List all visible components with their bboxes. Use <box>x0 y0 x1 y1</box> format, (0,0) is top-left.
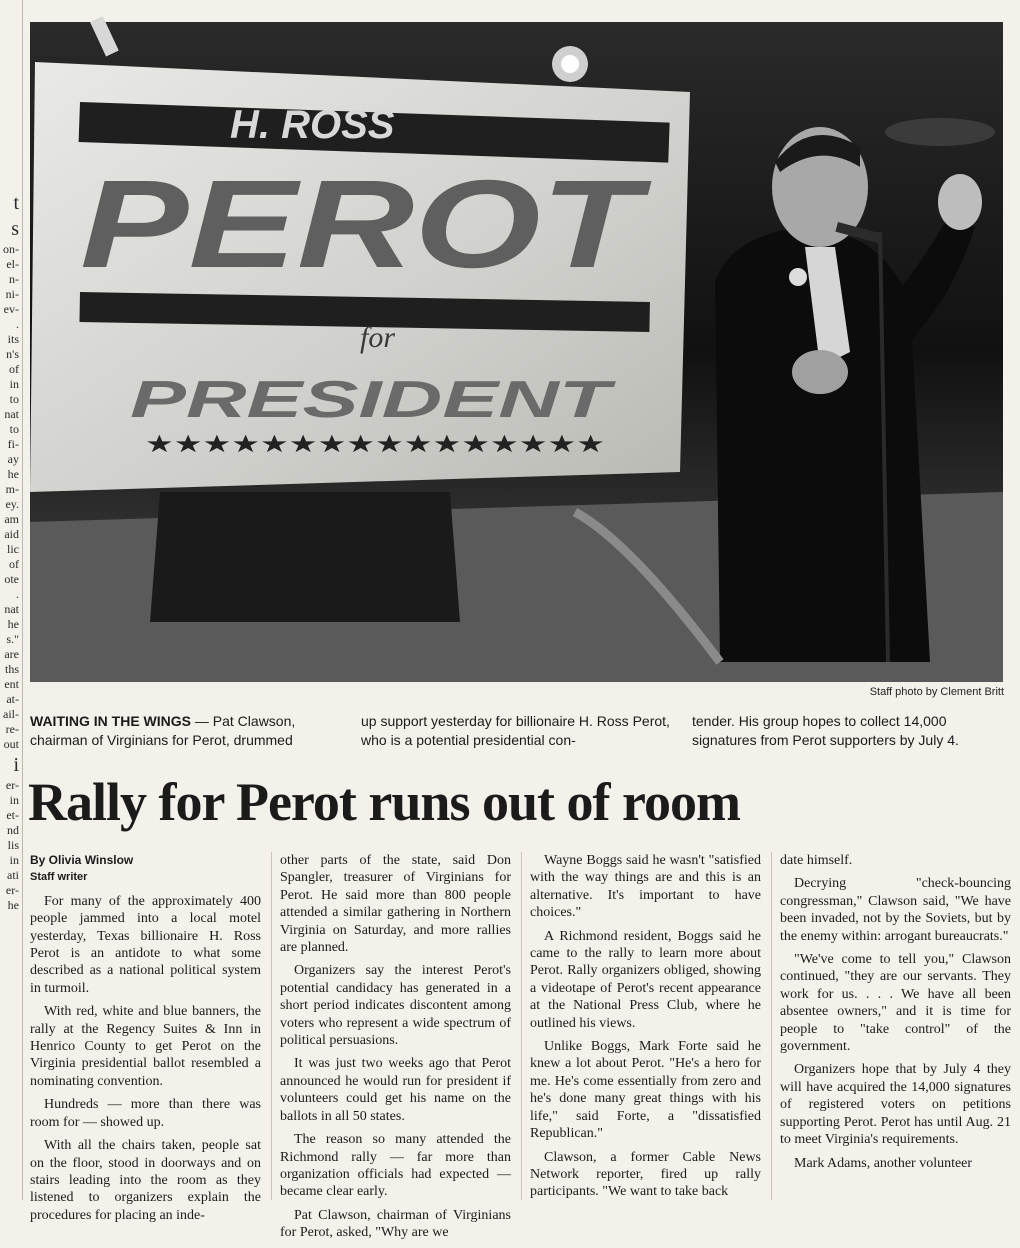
headline: Rally for Perot runs out of room <box>28 772 740 832</box>
sliver-line: aid <box>4 527 19 541</box>
sliver-line: to <box>9 422 19 436</box>
sliver-line: are <box>4 647 19 661</box>
sliver-line: out <box>3 737 19 751</box>
article-column-3 <box>530 852 761 1248</box>
caption-text-1: — Pat Clawson, chairman of Virginians for Perot, drummed <box>30 713 296 748</box>
sliver-line: m- <box>5 482 19 496</box>
photo-caption <box>30 712 1010 750</box>
sliver-line: at- <box>6 692 19 706</box>
paragraph: Mark Adams, another volunteer <box>794 1155 973 1171</box>
paragraph: Pat Clawson, chairman of Virginians for Perot, asked, "Why are we <box>280 1207 511 1241</box>
paragraph: A Richmond resident, Boggs said he came to the rally to learn more about Perot. Rally organizers obliged, showing a videotape of Perot's recent appearance at the National Press Club, where he outlined his views. <box>530 928 761 1031</box>
sliver-line: to <box>9 392 19 406</box>
sliver-line: in <box>9 793 19 807</box>
sliver-line: ati <box>7 868 19 882</box>
sliver-line: et- <box>6 808 19 822</box>
banner-text-name: H. ROSS <box>230 103 395 147</box>
sliver-line: ent <box>4 677 19 691</box>
sliver-line: he <box>7 467 19 481</box>
sliver-line: lis <box>7 838 19 852</box>
news-photo <box>30 22 1003 682</box>
paragraph: With all the chairs taken, people sat on the floor, stood in doorways and on stairs leading into the room as they listened to organizers explain the procedures for placing an inde- <box>30 1138 261 1223</box>
banner-text-for: for <box>360 321 396 354</box>
sliver-line: er- <box>5 778 19 792</box>
article-column-4 <box>780 852 1011 1248</box>
caption-col-3: tender. His group hopes to collect 14,000 signatures from Perot supporters by July 4. <box>692 713 959 748</box>
sliver-line: ni- <box>5 287 19 301</box>
sliver-line: s." <box>6 632 19 646</box>
paragraph: Wayne Boggs said he wasn't "satisfied with the way things are and this is an alternative. It's important to have choices." <box>530 853 761 921</box>
sliver-line: its <box>7 332 19 346</box>
byline-role: Staff writer <box>30 871 88 884</box>
sliver-line: nd <box>7 823 19 837</box>
sliver-line: he <box>7 898 19 912</box>
sliver-line: lic <box>7 542 19 556</box>
banner-stars: ★★★★★★★★★★★★★★★★ <box>145 430 605 458</box>
sliver-line: n's <box>6 347 19 361</box>
sliver-line: he <box>7 617 19 631</box>
sliver-line: nat <box>4 407 19 421</box>
article-column-1 <box>30 852 261 1248</box>
byline: By Olivia Winslow <box>30 853 134 867</box>
paragraph: With red, white and blue banners, the rally at the Regency Suites & Inn in Henrico County to get Perot on the Virginia presidential ballot resembled a nominating convention. <box>30 1004 261 1089</box>
article-column-2 <box>280 852 511 1248</box>
sliver-line: n- <box>9 272 19 286</box>
column-divider <box>22 0 23 1200</box>
sliver-line: s <box>11 218 19 240</box>
article-body <box>30 852 1015 1241</box>
sliver-line: i <box>13 754 19 776</box>
sliver-line: of <box>9 362 19 376</box>
paragraph: Clawson, a former Cable News Network reporter, fired up rally participants. "We want to take back <box>530 1149 761 1200</box>
adjacent-column-sliver <box>0 0 22 1200</box>
sliver-line: ay <box>7 452 19 466</box>
paragraph: Organizers hope that by July 4 they will have acquired the 14,000 signatures of registered voters on petitions supporting Perot. Perot has until Aug. 21 to meet Virginia's requirements. <box>780 1062 1011 1148</box>
sliver-line: ey. <box>5 497 19 511</box>
sliver-line: of <box>9 557 19 571</box>
paragraph: The reason so many attended the Richmond rally — far more than organization officials had expected — became clear early. <box>280 1132 511 1200</box>
caption-col-2: up support yesterday for billionaire H. Ross Perot, who is a potential presidential con- <box>361 713 670 748</box>
banner-text-perot: PEROT <box>80 155 653 294</box>
sliver-line: am <box>4 512 19 526</box>
sliver-line: nat <box>4 602 19 616</box>
sliver-line: ote <box>4 572 19 586</box>
paragraph: Hundreds — more than there was room for — showed up. <box>30 1097 261 1130</box>
paragraph: It was just two weeks ago that Perot announced he would run for president if volunteers could get his name on the ballots in all 50 states. <box>280 1056 511 1124</box>
sliver-line: fi- <box>7 437 19 451</box>
sliver-line: el- <box>6 257 19 271</box>
sliver-line: ev- <box>3 302 19 316</box>
sliver-line: in <box>9 377 19 391</box>
caption-col-1 <box>30 712 348 750</box>
sliver-line: in <box>9 853 19 867</box>
paragraph: Decrying "check-bouncing congressman," Clawson said, "We have been invaded, not by the Soviets, but by the enemy within: arrogant bureaucrats." <box>780 876 1011 944</box>
paragraph: date himself. <box>780 853 853 868</box>
sliver-line: on- <box>3 242 19 256</box>
photo-credit: Staff photo by Clement Britt <box>869 686 1004 698</box>
sliver-line: ths <box>4 662 19 676</box>
sliver-line: ail- <box>3 707 19 721</box>
sliver-line: . <box>16 587 19 601</box>
sliver-line: er- <box>5 883 19 897</box>
paragraph: Organizers say the interest Perot's potential candidacy has generated in a short period indicates discontent among voters who represent a wide spectrum of political persuasions. <box>280 963 511 1049</box>
sliver-line: re- <box>5 722 19 736</box>
sliver-line: t <box>13 192 19 214</box>
caption-lead: WAITING IN THE WINGS <box>30 713 191 729</box>
banner-text-president: PRESIDENT <box>130 371 617 429</box>
paragraph: other parts of the state, said Don Spangler, treasurer of Virginians for Perot. He said more than 800 people attended a similar gathering in Northern Virginia on Saturday, and more rallies are planned. <box>280 853 511 956</box>
paragraph: "We've come to tell you," Clawson continued, "they are our servants. They work for us. . . . We have all been absentee owners," and it is time for people to "take control" of the government. <box>780 952 1011 1055</box>
paragraph: For many of the approximately 400 people jammed into a local motel yesterday, Texas billionaire H. Ross Perot is an antidote to what some described as a national political system in turmoil. <box>30 893 261 996</box>
sliver-line: . <box>16 317 19 331</box>
paragraph: Unlike Boggs, Mark Forte said he knew a lot about Perot. "He's a hero for me. He's come essentially from zero and he's done many great things with his life," said Forte, a "dissatisfied Republican." <box>530 1039 761 1142</box>
